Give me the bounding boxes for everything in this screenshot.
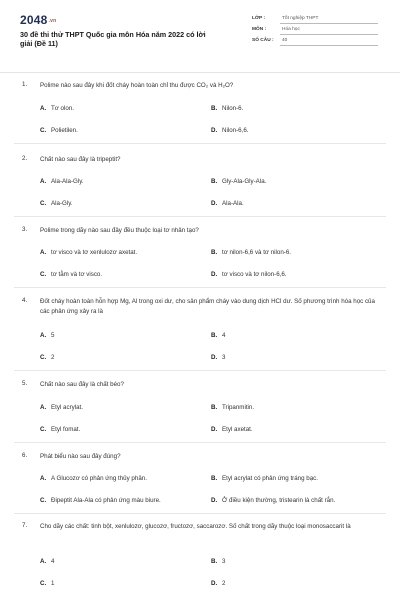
meta-row-grade: [252, 14, 378, 25]
question-text: Chất nào sau đây là chất béo?: [40, 381, 124, 388]
meta-label: LỚP :: [252, 16, 266, 21]
option-c[interactable]: C. 2: [40, 354, 55, 361]
option-a[interactable]: A. A Glucozơ có phản ứng thủy phân.: [40, 475, 147, 482]
question-text: Polime trong dãy nào sau đây đều thuộc loại tơ nhân tạo?: [40, 227, 199, 234]
meta-value: Hóa học: [282, 27, 300, 32]
meta-value: Tốt nghiệp THPT: [282, 16, 319, 21]
meta-row-subject: [252, 25, 378, 36]
question-text: Polime nào sau đây khi đốt cháy hoàn toàn chỉ thu được CO₂ và H₂O?: [40, 82, 234, 89]
option-a[interactable]: A. 5: [40, 332, 55, 339]
question-number: 4.: [22, 297, 28, 304]
question-text: Cho dãy các chất: tinh bột, xenlulozơ, glucozơ, fructozơ, saccarozơ. Số chất trong dãy thuộc loại monosaccarit là: [40, 523, 351, 530]
option-b[interactable]: B. Nilon-6.: [211, 105, 244, 112]
option-a[interactable]: A. Tơ olon.: [40, 105, 74, 112]
question-divider: [14, 287, 386, 288]
question-divider: [14, 370, 386, 371]
option-a[interactable]: A. Etyl acrylat.: [40, 404, 83, 411]
option-c[interactable]: C. Etyl fomat.: [40, 426, 81, 433]
option-b[interactable]: B. 3: [211, 558, 226, 565]
option-a[interactable]: A. Ala-Ala-Gly.: [40, 178, 84, 185]
option-c[interactable]: C. Đipeptit Ala-Ala có phản ứng màu biure.: [40, 497, 161, 504]
option-c[interactable]: C. Polietilen.: [40, 127, 78, 134]
option-d[interactable]: D. Nilon-6,6.: [211, 127, 249, 134]
option-b[interactable]: B. Gly-Ala-Gly-Ala.: [211, 178, 267, 185]
question-number: 5.: [22, 380, 28, 387]
document-title: 30 đề thi thử THPT Quốc gia môn Hóa năm 2022 có lời giải (Đề 11): [20, 30, 206, 48]
question-text: Chất nào sau đây là tripeptit?: [40, 156, 121, 163]
meta-underline: [280, 45, 378, 46]
question-divider: [14, 442, 386, 443]
option-b[interactable]: B. Tripanmitin.: [211, 404, 255, 411]
brand-name: 2048: [20, 13, 48, 27]
option-a[interactable]: A. 4: [40, 558, 55, 565]
question-divider: [14, 513, 386, 514]
option-d[interactable]: D. tơ visco và tơ nilon-6,6.: [211, 271, 287, 278]
meta-row-count: [252, 36, 378, 47]
option-c[interactable]: C. Ala-Gly.: [40, 200, 73, 207]
header-divider: [0, 72, 400, 73]
option-a[interactable]: A. tơ visco và tơ xenlulozơ axetat.: [40, 249, 138, 256]
meta-underline: [280, 23, 378, 24]
option-d[interactable]: D. 3: [211, 354, 226, 361]
option-d[interactable]: D. Etyl axetat.: [211, 426, 253, 433]
question-divider: [14, 143, 386, 144]
option-d[interactable]: D. 2: [211, 580, 226, 587]
question-text: Phát biểu nào sau đây đúng?: [40, 453, 121, 460]
question-number: 6.: [22, 452, 28, 459]
meta-underline: [280, 34, 378, 35]
option-b[interactable]: B. tơ nilon-6,6 và tơ nilon-6.: [211, 249, 291, 256]
meta-label: SỐ CÂU :: [252, 38, 274, 43]
option-d[interactable]: D. Ở điều kiện thường, tristearin là chất rắn.: [211, 497, 336, 504]
brand-logo[interactable]: [20, 13, 56, 27]
question-number: 7.: [22, 522, 28, 529]
option-b[interactable]: B. Etyl acrylat có phản ứng tráng bạc.: [211, 475, 318, 482]
brand-suffix: .vn: [48, 17, 57, 24]
question-text: Đốt cháy hoàn toàn hỗn hợp Mg, Al trong oxi dư, cho sản phẩm cháy vào dung dịch HCl dư. Số phương trình hóa học của các phản ứng xảy ra là: [40, 298, 375, 315]
meta-label: MÔN :: [252, 27, 267, 32]
question-divider: [14, 216, 386, 217]
question-number: 2.: [22, 155, 28, 162]
option-c[interactable]: C. tơ tằm và tơ visco.: [40, 271, 103, 278]
meta-value: 40: [282, 38, 288, 43]
meta-panel: [252, 14, 378, 47]
option-b[interactable]: B. 4: [211, 332, 226, 339]
option-d[interactable]: D. Ala-Ala.: [211, 200, 244, 207]
question-number: 1.: [22, 81, 28, 88]
option-c[interactable]: C. 1: [40, 580, 55, 587]
page-header: [0, 0, 400, 76]
question-number: 3.: [22, 226, 28, 233]
